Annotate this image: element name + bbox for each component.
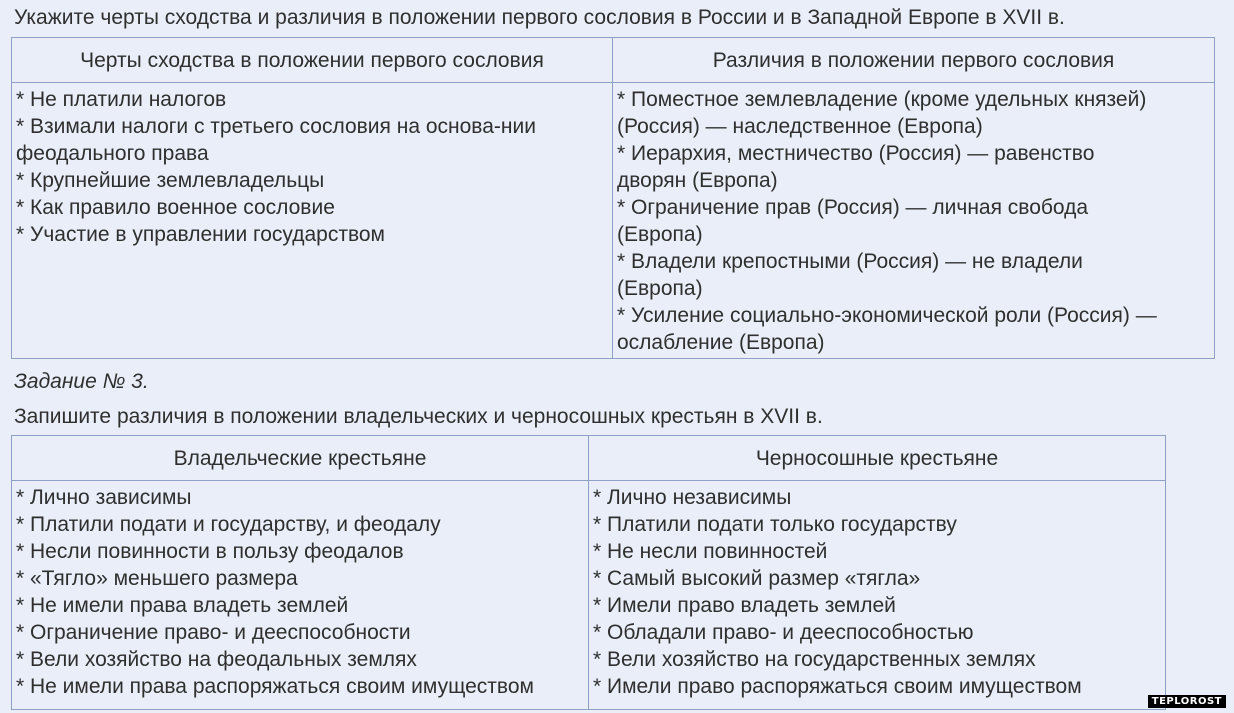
list-item: * Поместное землевладение (кроме удельных князей) — [617, 88, 1147, 111]
list-item: феодального права — [16, 142, 209, 165]
list-item: * Самый высокий размер «тягла» — [593, 567, 921, 590]
list-item: * Взимали налоги с третьего сословия на основа-нии — [16, 115, 536, 138]
list-item: * Не несли повинностей — [593, 540, 828, 563]
peasants-comparison-table — [11, 435, 1166, 710]
owned-peasants-cell — [12, 481, 589, 710]
header-differences: Различия в положении первого сословия — [613, 38, 1215, 83]
header-similarities: Черты сходства в положении первого сословия — [12, 38, 613, 83]
list-item: * Вели хозяйство на государственных землях — [593, 648, 1036, 671]
list-item: * Владели крепостными (Россия) — не владели — [617, 250, 1083, 273]
black-plough-peasants-cell — [589, 481, 1166, 710]
list-item: * Платили подати только государству — [593, 513, 957, 536]
list-item: дворян (Европа) — [617, 169, 778, 192]
list-item: * Не платили налогов — [16, 88, 227, 111]
table-row — [12, 83, 1215, 359]
list-item: * Как правило военное сословие — [16, 196, 335, 219]
table-header-row — [12, 436, 1166, 481]
header-owned-peasants: Владельческие крестьяне — [12, 436, 589, 481]
question-1: Укажите черты сходства и различия в положении первого сословия в России и в Западной Европе в XVII в. — [14, 6, 1065, 29]
estate-comparison-table — [11, 37, 1215, 359]
header-black-plough-peasants: Черносошные крестьяне — [589, 436, 1166, 481]
list-item: * Несли повинности в пользу феодалов — [16, 540, 404, 563]
list-item: * Обладали право- и дееспособностью — [593, 621, 974, 644]
list-item: * Участие в управлении государством — [16, 223, 385, 246]
similarities-cell — [12, 83, 613, 359]
list-item: (Европа) — [617, 223, 703, 246]
list-item: * Имели право владеть землей — [593, 594, 896, 617]
list-item: (Европа) — [617, 277, 703, 300]
list-item: * Не имели права распоряжаться своим имуществом — [16, 675, 534, 698]
question-2: Запишите различия в положении владельческих и черносошных крестьян в XVII в. — [14, 405, 823, 428]
list-item: * Ограничение право- и дееспособности — [16, 621, 411, 644]
watermark-logo: TEPLOROST — [1148, 695, 1226, 708]
list-item: * Не имели права владеть землей — [16, 594, 349, 617]
list-item: * Усиление социально-экономической роли (Россия) — — [617, 304, 1157, 327]
list-item: (Россия) — наследственное (Европа) — [617, 115, 983, 138]
list-item: ослабление (Европа) — [617, 331, 825, 354]
list-item: * Имели право распоряжаться своим имуществом — [593, 675, 1082, 698]
list-item: * Платили подати и государству, и феодалу — [16, 513, 441, 536]
list-item: * Иерархия, местничество (Россия) — равенство — [617, 142, 1095, 165]
list-item: * Лично зависимы — [16, 486, 192, 509]
task-heading: Задание № 3. — [14, 370, 149, 393]
list-item: * Крупнейшие землевладельцы — [16, 169, 325, 192]
differences-cell — [613, 83, 1215, 359]
list-item: * Ограничение прав (Россия) — личная свобода — [617, 196, 1089, 219]
list-item: * Вели хозяйство на феодальных землях — [16, 648, 417, 671]
table-header-row — [12, 38, 1215, 83]
list-item: * Лично независимы — [593, 486, 792, 509]
list-item: * «Тягло» меньшего размера — [16, 567, 298, 590]
table-row — [12, 481, 1166, 710]
